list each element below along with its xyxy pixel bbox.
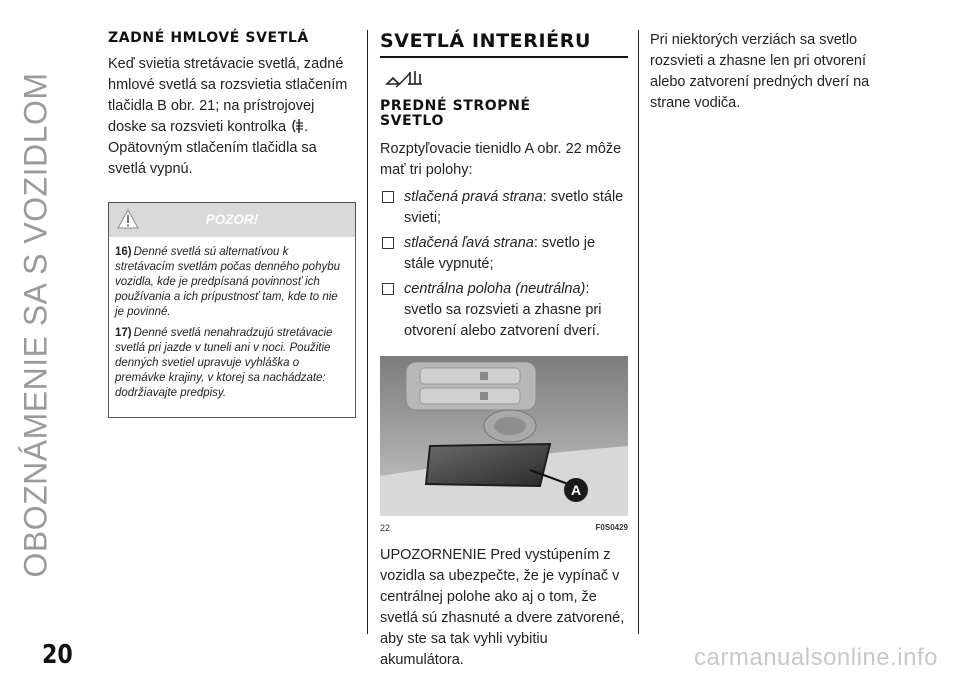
warning-title: POZOR!: [205, 212, 259, 227]
column-interior-lights: [380, 30, 628, 671]
callout-label-a: A: [570, 482, 582, 498]
bullet-item: centrálna poloha (neutrálna): svetlo sa rozsvieti a zhasne pri otvorení alebo zatvorení dverí.: [380, 279, 628, 342]
checkbox-bullet-icon: [382, 191, 394, 203]
checkbox-bullet-icon: [382, 237, 394, 249]
bullet-item: stlačená pravá strana: svetlo stále svieti;: [380, 187, 628, 229]
battery-notice: UPOZORNENIE Pred vystúpením z vozidla sa ubezpečte, že je vypínač v centrálnej polohe ako aj o tom, že svetlá sú zhasnuté a dvere zatvorené, aby ste sa tak vyhli vybitiu akumulátora.: [380, 547, 625, 668]
warning-note-16: 16) Denné svetlá sú alternatívou k stretávacím svetlám počas denného pohybu vozidla, kde je predpísaná povinnosť ich používania a ich prípustnosť tam, kde to nie je povinné.: [115, 246, 341, 318]
checkbox-bullet-icon: [382, 283, 394, 295]
rear-fog-paragraph: Keď svietia stretávacie svetlá, zadné hmlové svetlá sa rozsvietia stlačením tlačidla B obr. 21; na prístrojovej doske sa rozsvieti kontrolka .: [108, 56, 348, 135]
warning-triangle-icon: [117, 209, 139, 229]
column-divider: [638, 30, 639, 634]
warning-box: [108, 202, 356, 418]
dome-light-photo: [380, 356, 628, 516]
warning-body: [109, 237, 355, 417]
bullet-item: stlačená ľavá strana: svetlo je stále vypnuté;: [380, 233, 628, 275]
figure-22: [380, 356, 628, 533]
dome-intro: Rozptyľovacie tienidlo A obr. 22 môže mať tri polohy:: [380, 141, 622, 178]
section-heading-interior-lights: SVETLÁ INTERIÉRU: [380, 30, 628, 58]
column-continuation: [650, 30, 900, 114]
rear-fog-warning-icon: [290, 118, 304, 134]
rear-fog-off-paragraph: Opätovným stlačením tlačidla sa svetlá vypnú.: [108, 140, 317, 177]
warning-note-17: 17) Denné svetlá nenahradzujú stretávacie svetlá pri jazde v tuneli ani v noci. Použitie denných svetiel upravuje vyhláška o premávke krajiny, v ktorej sa nachádzate: dodržiavajte predpisy.: [115, 327, 333, 399]
page-number: 20: [42, 640, 73, 670]
figure-caption: 22 F0S0429: [380, 523, 628, 533]
site-watermark: carmanualsonline.info: [694, 644, 938, 671]
column-rear-fog-lights: [108, 30, 356, 418]
warning-header: [109, 203, 355, 237]
interior-lamp-icon: [384, 68, 426, 90]
column-divider: [367, 30, 368, 634]
subsection-heading-front-dome: PREDNÉ STROPNÉ SVETLO: [380, 98, 531, 129]
section-heading-rear-fog: ZADNÉ HMLOVÉ SVETLÁ: [108, 30, 309, 46]
chapter-title: OBOZNÁMENIE SA S VOZIDLOM: [17, 72, 54, 578]
driver-door-paragraph: Pri niektorých verziách sa svetlo rozsvieti a zhasne len pri otvorení alebo zatvorení predných dverí na strane vodiča.: [650, 32, 870, 111]
